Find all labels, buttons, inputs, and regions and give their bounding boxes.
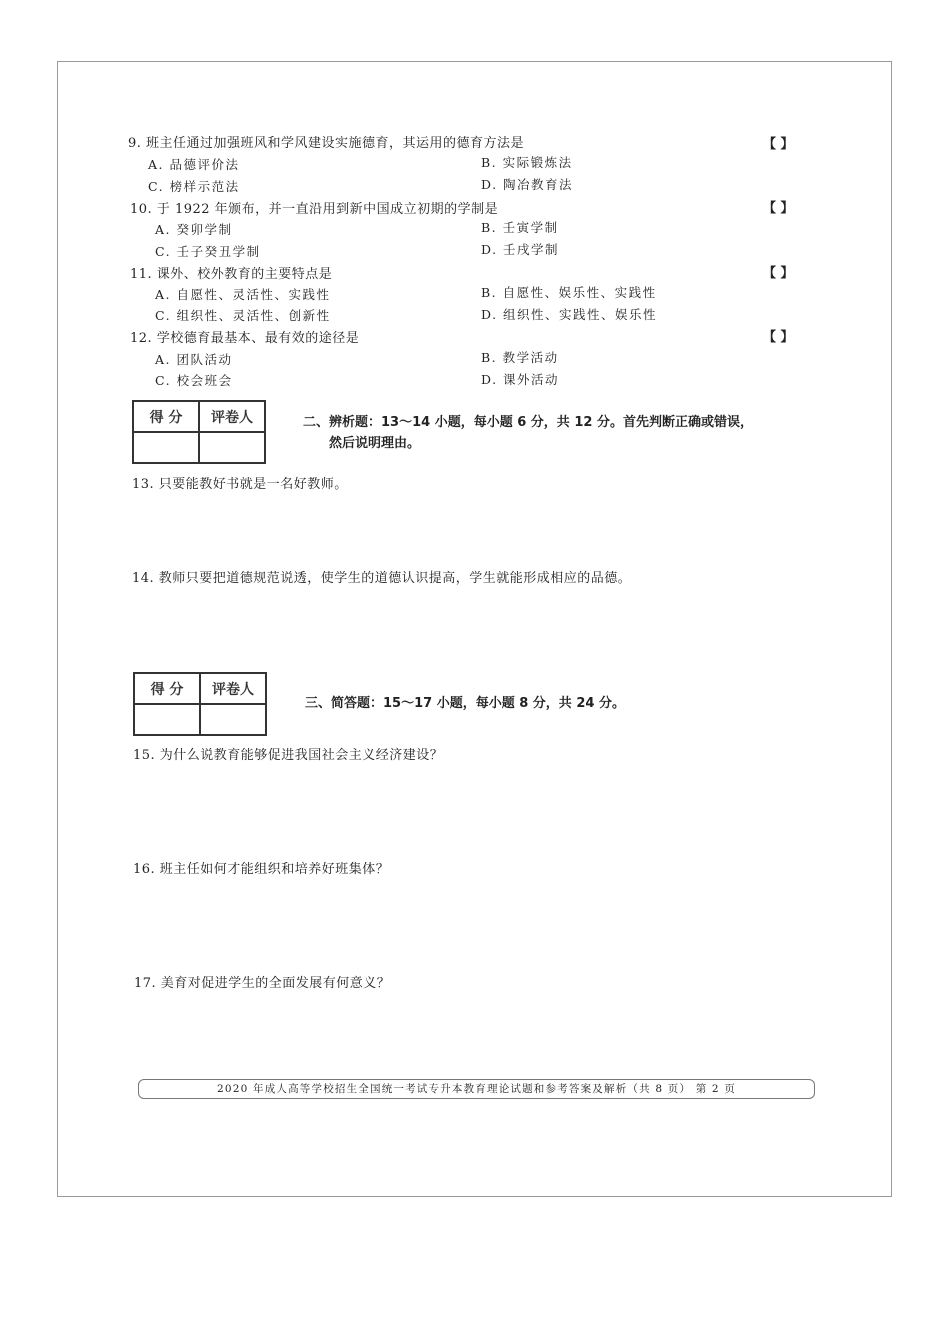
- question-10-stem: 10. 于 1922 年颁布，并一直沿用到新中国成立初期的学制是: [130, 202, 499, 217]
- q9-option-b: B. 实际锻炼法: [481, 155, 573, 170]
- q12-option-a: A. 团队活动: [155, 352, 233, 367]
- q11-option-c: C. 组织性、灵活性、创新性: [155, 308, 331, 323]
- grader-cell: [200, 704, 266, 735]
- q12-option-b: B. 教学活动: [481, 350, 559, 365]
- answer-bracket-10: 【 】: [763, 201, 794, 216]
- score-cell: [134, 704, 200, 735]
- section-2-heading: 二、辨析题：13～14 小题，每小题 6 分，共 12 分。首先判断正确或错误，: [303, 415, 753, 430]
- answer-bracket-9: 【 】: [763, 137, 794, 152]
- score-table-section-3: [133, 672, 267, 736]
- q9-option-c: C. 榜样示范法: [148, 179, 240, 194]
- q10-option-c: C. 壬子癸丑学制: [155, 244, 261, 259]
- score-cell: [133, 432, 199, 463]
- q11-option-a: A. 自愿性、灵活性、实践性: [155, 287, 331, 302]
- answer-bracket-12: 【 】: [763, 330, 794, 345]
- grader-label: 评卷人: [199, 401, 265, 432]
- grader-label: 评卷人: [200, 673, 266, 704]
- q11-option-d: D. 组织性、实践性、娱乐性: [481, 307, 658, 322]
- question-16: 16. 班主任如何才能组织和培养好班集体？: [133, 862, 390, 877]
- question-12-stem: 12. 学校德育最基本、最有效的途径是: [130, 331, 360, 346]
- section-3-heading: 三、简答题：15～17 小题，每小题 8 分，共 24 分。: [305, 696, 625, 711]
- answer-bracket-11: 【 】: [763, 266, 794, 281]
- section-2-heading-cont: 然后说明理由。: [329, 436, 421, 451]
- q9-option-a: A. 品德评价法: [148, 157, 240, 172]
- question-11-stem: 11. 课外、校外教育的主要特点是: [130, 267, 333, 282]
- score-label: 得 分: [133, 401, 199, 432]
- q11-option-b: B. 自愿性、娱乐性、实践性: [481, 285, 657, 300]
- page-footer: 2020 年成人高等学校招生全国统一考试专升本教育理论试题和参考答案及解析（共 8 页） 第 2 页: [138, 1079, 815, 1099]
- q10-option-a: A. 癸卯学制: [155, 222, 233, 237]
- question-15: 15. 为什么说教育能够促进我国社会主义经济建设？: [133, 748, 444, 763]
- q10-option-b: B. 壬寅学制: [481, 220, 559, 235]
- score-table-section-2: [132, 400, 266, 464]
- q10-option-d: D. 壬戌学制: [481, 242, 560, 257]
- question-14: 14. 教师只要把道德规范说透，使学生的道德认识提高，学生就能形成相应的品德。: [132, 571, 632, 586]
- q12-option-c: C. 校会班会: [155, 373, 233, 388]
- question-17: 17. 美育对促进学生的全面发展有何意义？: [134, 976, 391, 991]
- question-13: 13. 只要能教好书就是一名好教师。: [132, 477, 348, 492]
- q9-option-d: D. 陶冶教育法: [481, 177, 574, 192]
- q12-option-d: D. 课外活动: [481, 372, 560, 387]
- grader-cell: [199, 432, 265, 463]
- score-label: 得 分: [134, 673, 200, 704]
- question-9-stem: 9. 班主任通过加强班风和学风建设实施德育，其运用的德育方法是: [128, 136, 525, 151]
